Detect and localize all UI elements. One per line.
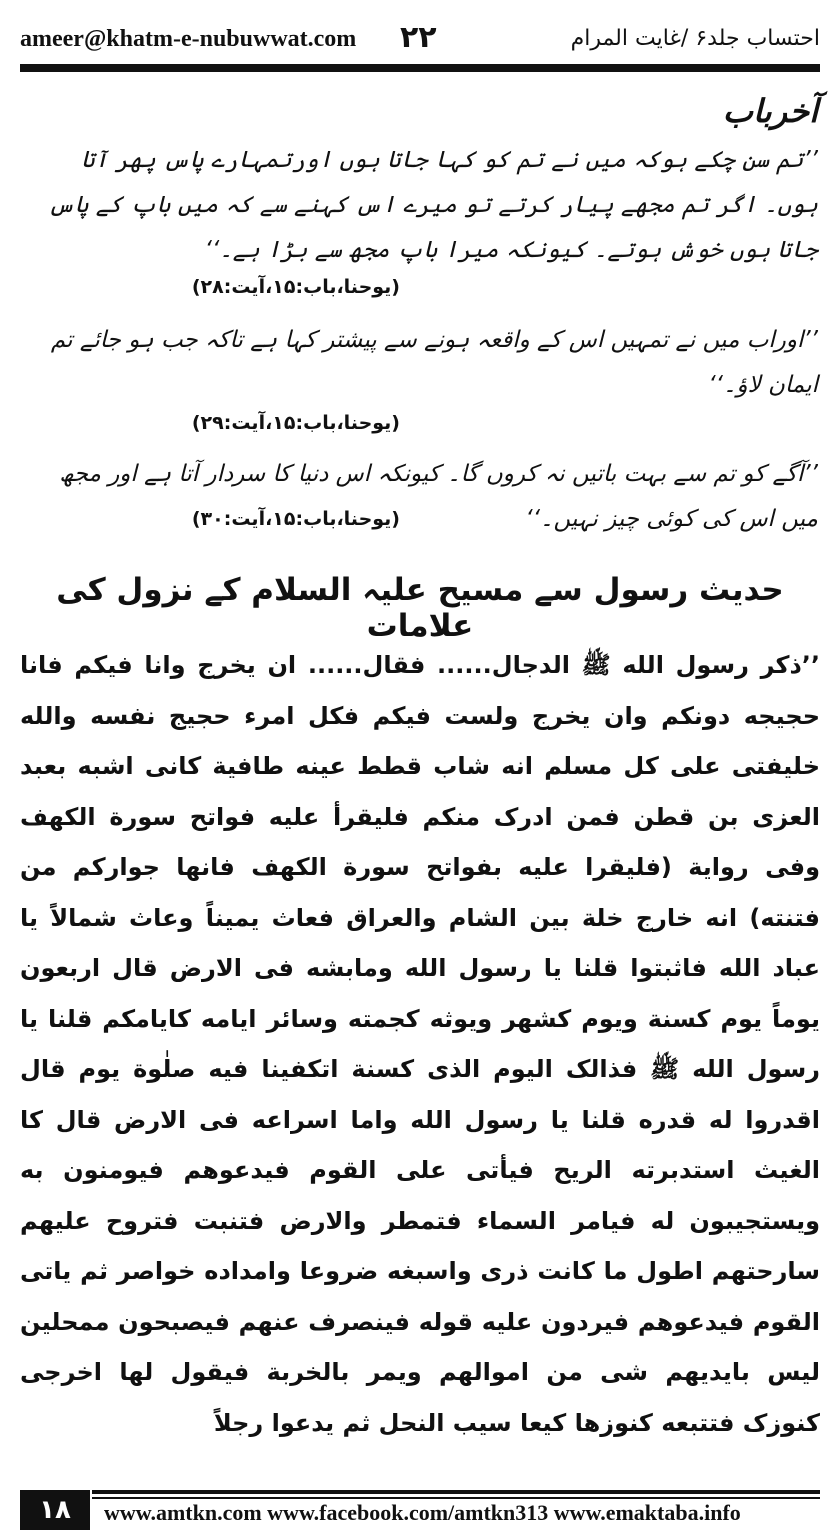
quote-1-text: ’’تم سن چکے ہوکہ میں نے تم کو کہا جاتا ہوں اورتمہارے پاس پھر آتا ہوں۔ اگر تم مجھے پیار کرتے تو میرے اس کہنے سے کہ میں باپ کے پاس جاتا ہوں خوش ہوتے۔ کیونکہ میرا باپ مجھ سے بڑا ہے۔‘‘: [47, 147, 818, 263]
quote-3-text: ’’آگے کو تم سے بہت باتیں نہ کروں گا۔ کیونکہ اس دنیا کا سردار آتا ہے اور مجھ میں اس کی کوئی چیز نہیں۔‘‘: [59, 461, 818, 532]
header-page-number: ۲۲: [400, 20, 437, 55]
quote-2-reference: (یوحنا،باب:۱۵،آیت:۲۹): [191, 412, 400, 434]
header-book-title: احتساب جلد۶ /غایت المرام: [570, 26, 820, 51]
hadith-heading: حدیث رسول سے مسیح علیہ السلام کے نزول کی علامات: [56, 572, 784, 644]
section-title: آخرباب: [722, 92, 818, 130]
quote-3-reference: (یوحنا،باب:۱۵،آیت:۳۰): [191, 508, 400, 530]
header-email[interactable]: ameer@khatm-e-nubuwwat.com: [20, 26, 357, 52]
quote-1-reference: (یوحنا،باب:۱۵،آیت:۲۸): [191, 276, 400, 298]
footer-page-number: ۱۸: [20, 1490, 90, 1530]
page-header: [20, 20, 820, 60]
footer-website-links[interactable]: www.amtkn.com www.facebook.com/amtkn313 www.emaktaba.info: [104, 1500, 741, 1525]
footer-divider-thin: [92, 1497, 820, 1499]
footer-divider-thick: [92, 1490, 820, 1494]
page-footer: [20, 1490, 820, 1530]
header-divider: [20, 64, 820, 72]
quote-2-text: ’’اوراب میں نے تمہیں اس کے واقعہ ہونے سے پیشتر کہا ہے تاکہ جب ہو جائے تم ایمان لاؤ۔‘‘: [50, 327, 818, 398]
hadith-arabic-text: ’’ذکر رسول الله ﷺ الدجال...... فقال...... ان یخرج وانا فیکم فانا حجیجه دونکم وان یخرج ولست فیکم فکل امرء حجیج نفسه والله خلیفتی علی کل مسلم انه شاب قطط عینه طافیة کانی اشبه بعبد العزی بن قطن فمن ادرک منکم فلیقرأ علیه فواتح سورة الکهف وفی روایة (فلیقرا علیه بفواتح سورة الکهف فانها جوارکم من فتنته) انه خارج خلة بین الشام والعراق فعاث یمیناً وعاث شمالاً یا عباد الله فاثبتوا قلنا یا رسول الله ومابشه فی الارض قال اربعون یوماً یوم کسنة ویوم کشهر ویوثه کجمته وسائر ایامه کایامکم قلنا یا رسول الله ﷺ فذالک الیوم الذی کسنة اتکفینا فیه صلٰوة یوم قال اقدروا له قدره قلنا یا رسول الله واما اسراعه فی الارض قال کا الغیث استدبرته الریح فیأتی علی القوم فیدعوهم فیومنون به ویستجیبون له فیامر السماء فتمطر والارض فتنبت فتروح علیهم سارحتهم اطول ما کانت ذری واسبغه ضروعا وامداده خواصر ثم یاتی القوم فیدعوهم فیردون علیه قوله فینصرف عنهم فیصبحون ممحلین لیس بایدیهم شی من اموالهم ویمر بالخربة فیقول لها اخرجی کنوزک فتتبعه کنوزها کیعا سیب النحل ثم یدعوا رجلاً: [20, 651, 820, 1437]
